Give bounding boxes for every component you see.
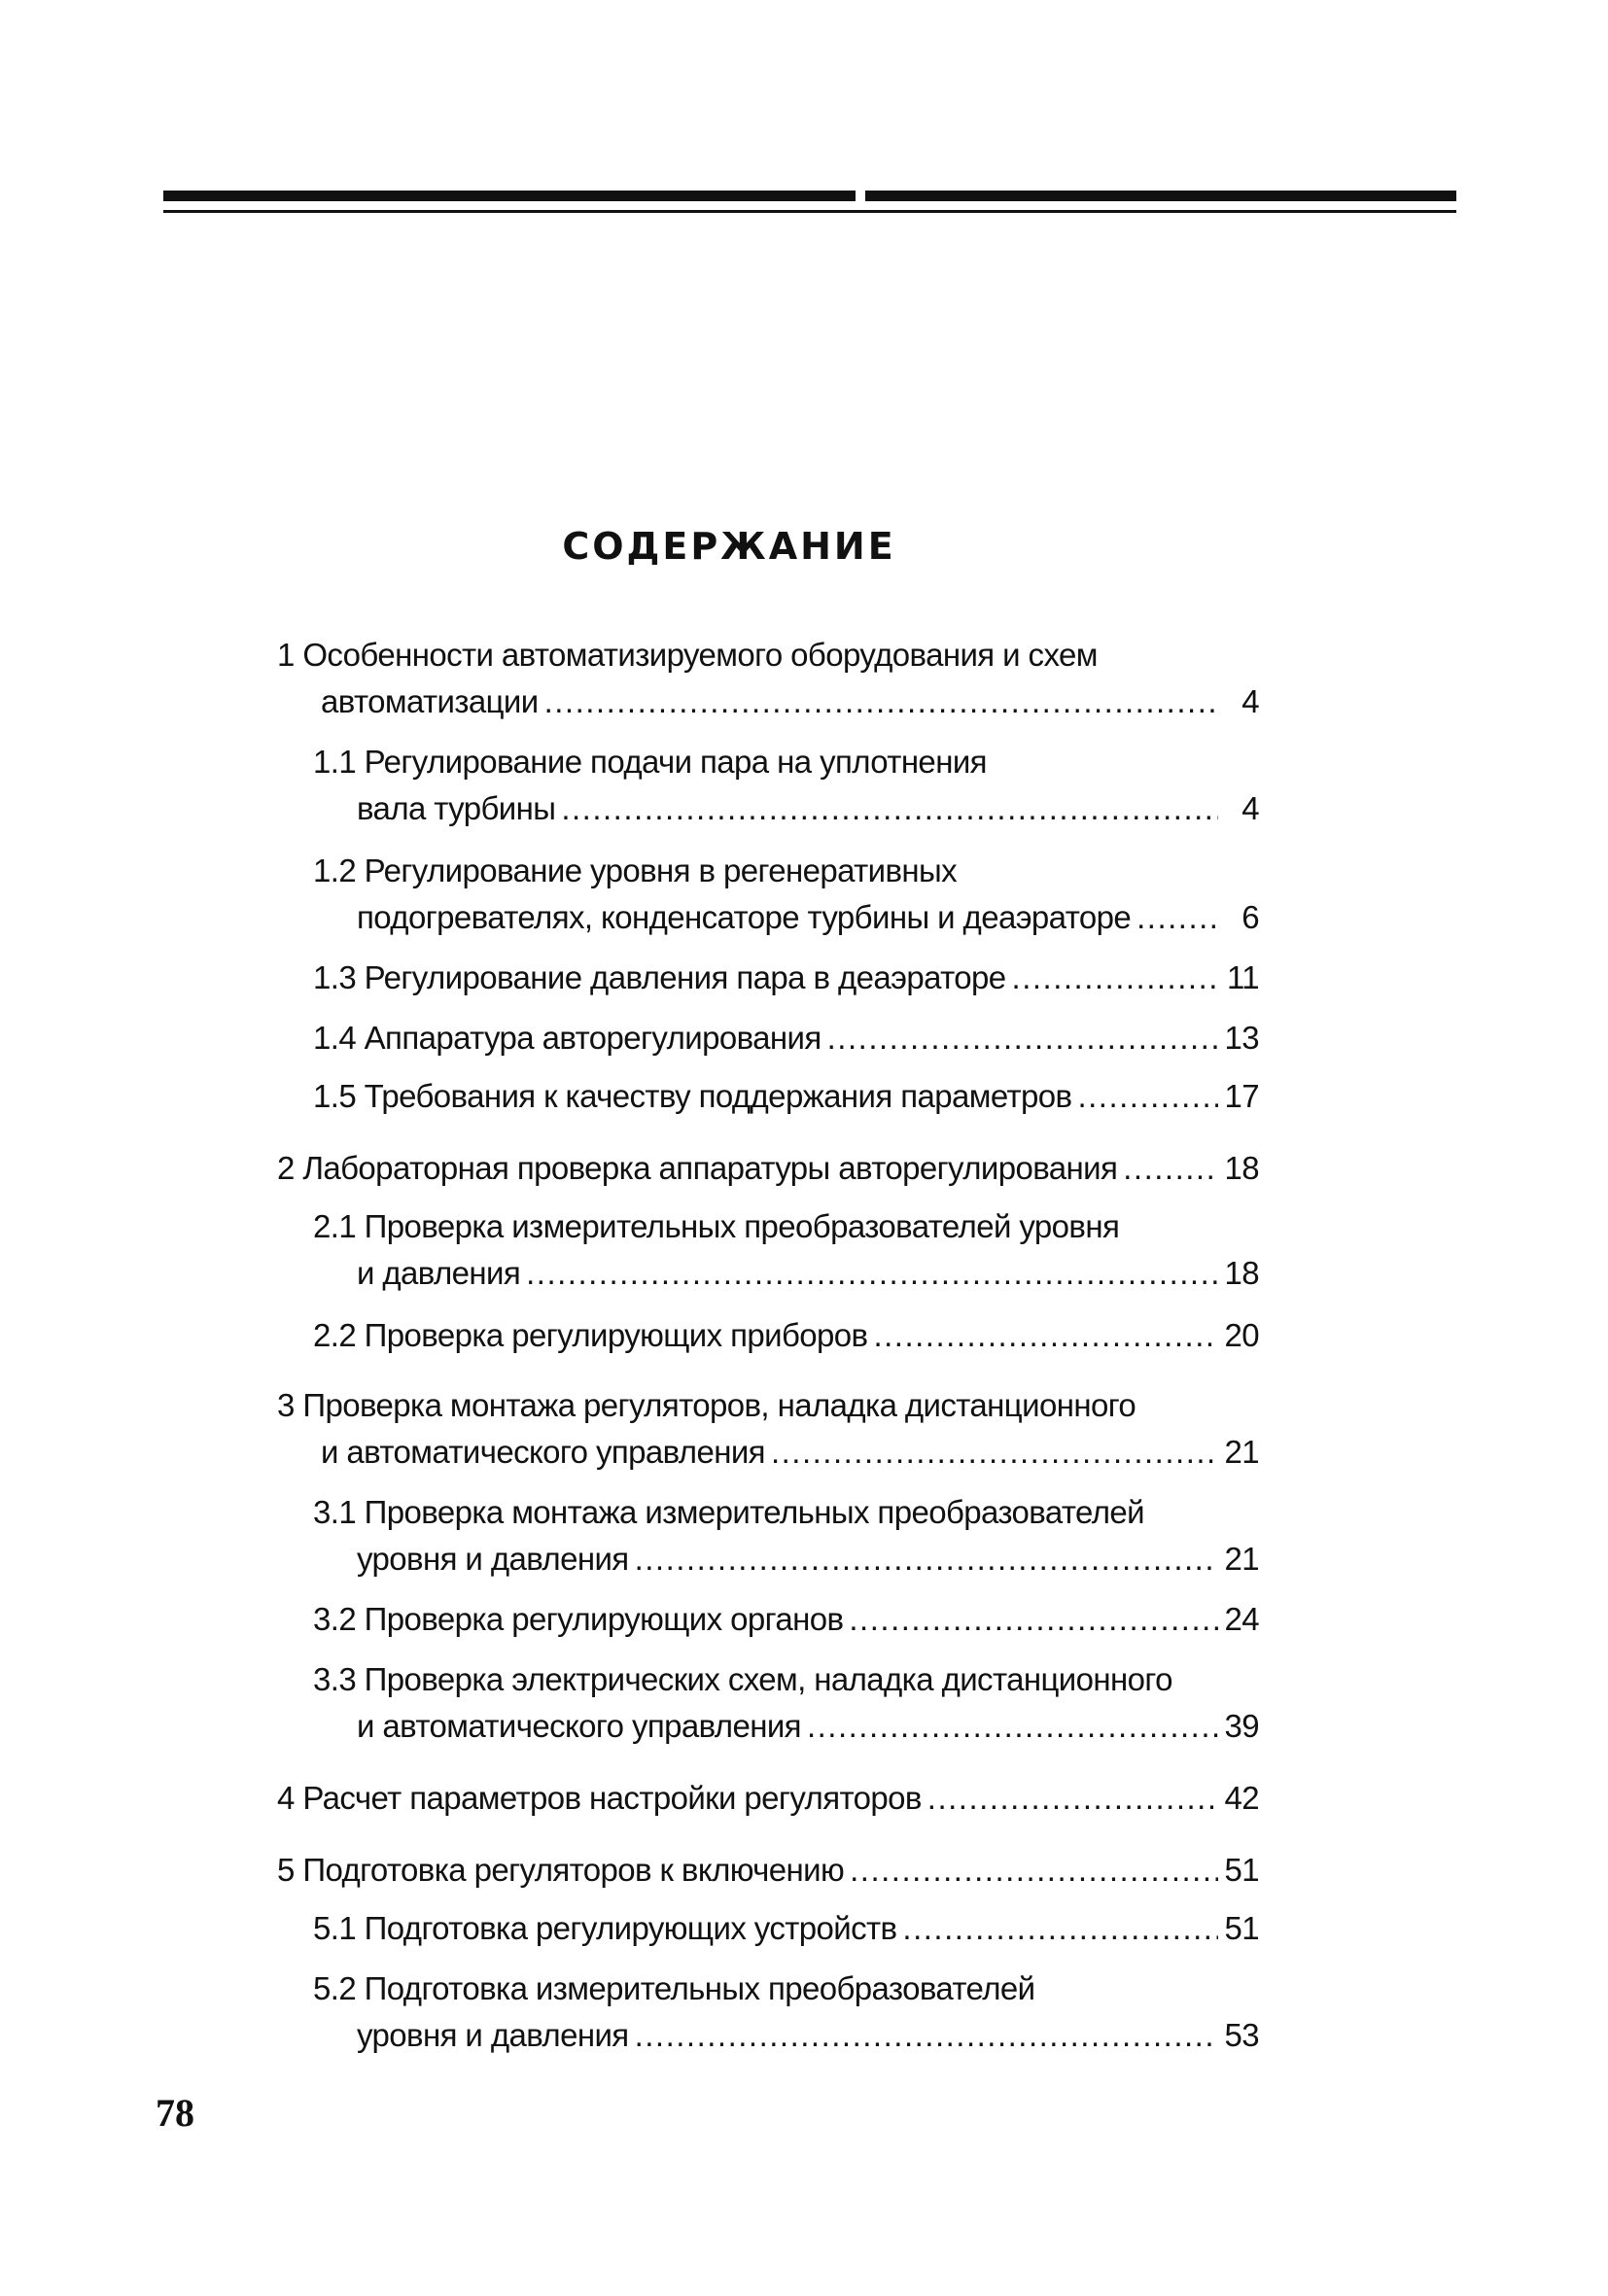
- toc-entry-1: [277, 632, 1259, 725]
- toc-entry-line: 3.3 Проверка электрических схем, наладка дистанционного: [313, 1661, 1172, 1697]
- toc-entry-2-2: [313, 1312, 1259, 1359]
- toc-entry-page: 51: [1224, 1852, 1259, 1888]
- toc-entry-page: 6: [1241, 899, 1259, 935]
- toc-entry-text: 1.3 Регулирование давления пара в деаэраторе: [313, 959, 1006, 995]
- toc-entry-text: 3.2 Проверка регулирующих органов: [313, 1601, 844, 1637]
- toc-entry-line: 3.1 Проверка монтажа измерительных преобразователей: [313, 1494, 1144, 1530]
- toc-entry-line: 1.2 Регулирование уровня в регенеративных: [313, 852, 958, 888]
- toc-entry-text: 1.4 Аппаратура авторегулирования: [313, 1020, 821, 1056]
- toc-entry-page: 24: [1224, 1601, 1259, 1637]
- toc-entry-1-5: [313, 1073, 1259, 1120]
- toc-entry-line: 3 Проверка монтажа регуляторов, наладка дистанционного: [277, 1387, 1136, 1423]
- toc-entry-page: 39: [1224, 1708, 1259, 1744]
- toc-entry-3: [277, 1382, 1259, 1476]
- toc-entry-text: автоматизации: [321, 683, 539, 719]
- toc-entry-1-3: [313, 955, 1259, 1001]
- page-number: 78: [156, 2091, 194, 2135]
- top-rule-thick-left: [163, 191, 856, 201]
- toc-entry-text: и автоматического управления: [357, 1708, 801, 1744]
- toc-entry-page: 18: [1224, 1255, 1259, 1291]
- toc-entry-page: 51: [1224, 1910, 1259, 1946]
- toc-entry-text: и автоматического управления: [321, 1434, 765, 1470]
- toc-entry-3-3: [313, 1656, 1259, 1750]
- toc-entry-page: 42: [1224, 1780, 1259, 1816]
- toc-entry-text: 4 Расчет параметров настройки регуляторов: [277, 1780, 922, 1816]
- toc-entry-5-1: [313, 1905, 1259, 1952]
- toc-entry-line: 1 Особенности автоматизируемого оборудования и схем: [277, 637, 1098, 673]
- toc-entry-text: и давления: [357, 1255, 521, 1291]
- toc-entry-line: 5.2 Подготовка измерительных преобразователей: [313, 1970, 1035, 2006]
- toc-entry-text: вала турбины: [357, 790, 556, 826]
- toc-entry-5-2: [313, 1966, 1259, 2059]
- toc-entry-page: 4: [1241, 683, 1259, 719]
- toc-entry-text: подогревателях, конденсаторе турбины и деаэраторе: [357, 899, 1132, 935]
- toc-entry-1-1: [313, 739, 1259, 832]
- toc-entry-3-1: [313, 1489, 1259, 1583]
- toc-entry-1-2: [313, 848, 1259, 941]
- toc-entry-text: 2.2 Проверка регулирующих приборов: [313, 1317, 868, 1353]
- toc-entry-page: 13: [1224, 1020, 1259, 1056]
- toc-entry-line: 2.1 Проверка измерительных преобразователей уровня: [313, 1208, 1120, 1244]
- top-rule-thin: [163, 210, 1456, 213]
- toc-entry-page: 4: [1241, 790, 1259, 826]
- toc-entry-page: 18: [1224, 1150, 1259, 1186]
- toc-entry-text: 1.5 Требования к качеству поддержания параметров: [313, 1078, 1072, 1114]
- toc-entry-text: 2 Лабораторная проверка аппаратуры авторегулирования: [277, 1150, 1118, 1186]
- toc-entry-page: 11: [1226, 959, 1259, 995]
- toc-entry-page: 21: [1224, 1541, 1259, 1577]
- toc-entry-page: 17: [1224, 1078, 1259, 1114]
- toc-entry-page: 53: [1224, 2017, 1259, 2053]
- top-rule-thick-right: [865, 191, 1456, 201]
- toc-entry-1-4: [313, 1015, 1259, 1061]
- toc-entry-line: 1.1 Регулирование подачи пара на уплотнения: [313, 744, 987, 780]
- toc-entry-text: уровня и давления: [357, 1541, 629, 1577]
- toc-entry-page: 20: [1224, 1317, 1259, 1353]
- toc-entry-text: 5 Подготовка регуляторов к включению: [277, 1852, 845, 1888]
- toc-entry-4: [277, 1775, 1259, 1822]
- toc-title: СОДЕРЖАНИЕ: [562, 525, 896, 568]
- toc-entry-5: [277, 1847, 1259, 1894]
- toc-entry-text: 5.1 Подготовка регулирующих устройств: [313, 1910, 897, 1946]
- toc-entry-2: [277, 1145, 1259, 1192]
- toc-entry-2-1: [313, 1203, 1259, 1297]
- toc-entry-text: уровня и давления: [357, 2017, 629, 2053]
- toc-entry-3-2: [313, 1596, 1259, 1643]
- toc-entry-page: 21: [1224, 1434, 1259, 1470]
